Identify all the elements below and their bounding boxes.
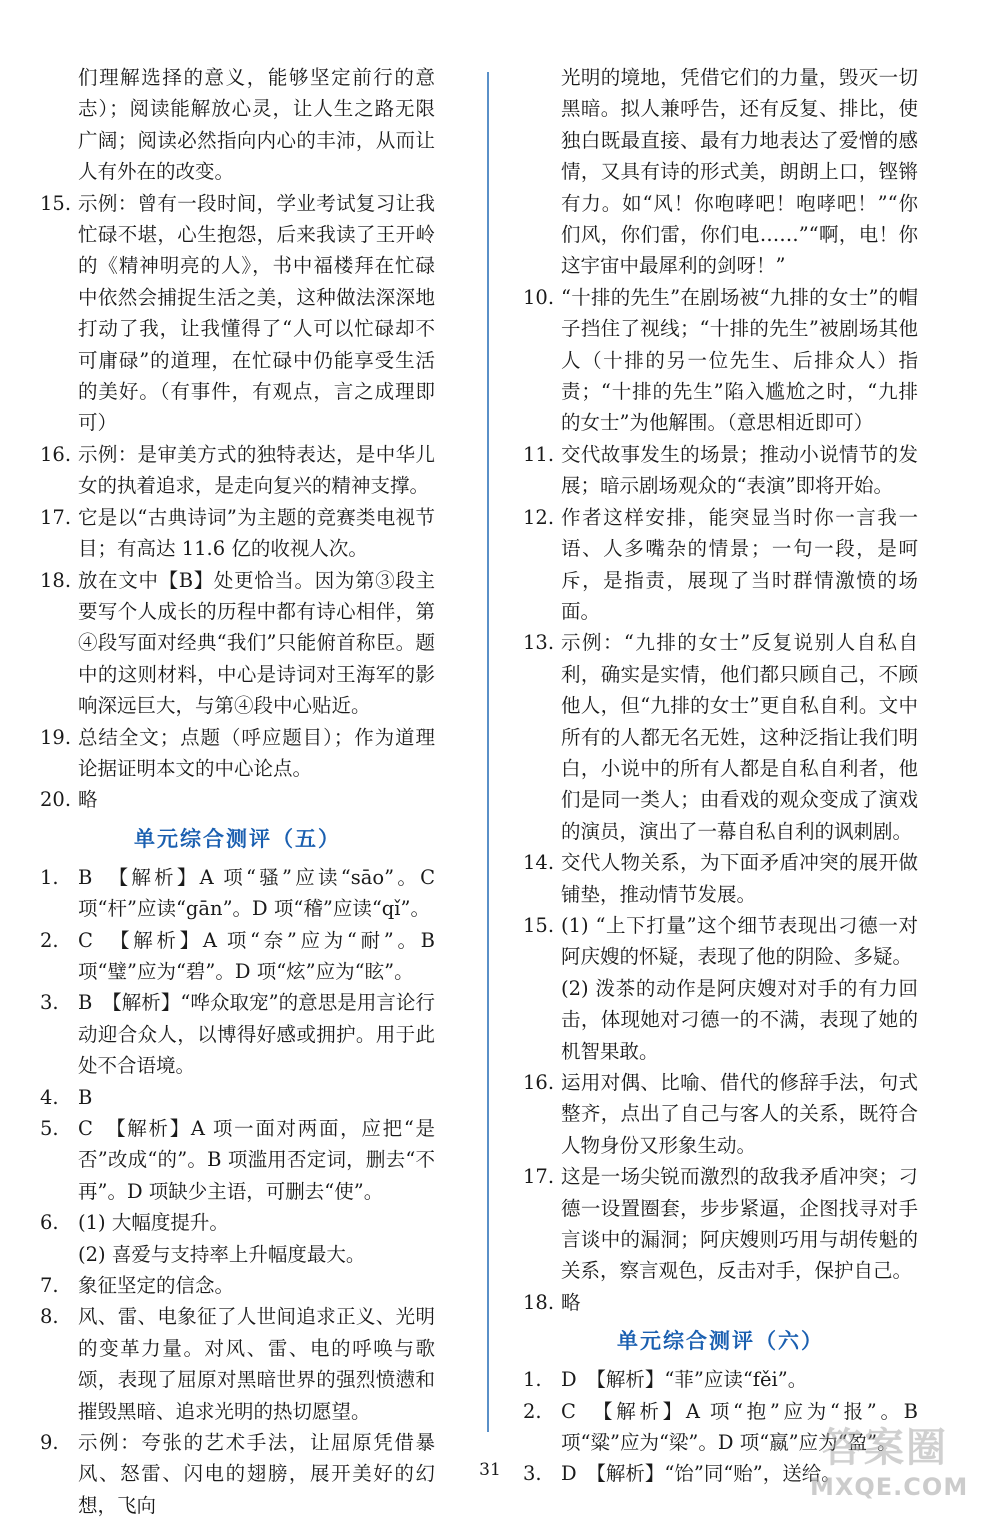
answer-text: 略 xyxy=(561,1290,581,1314)
answer-number: 1. xyxy=(40,865,59,889)
answer-number: 17. xyxy=(40,505,72,529)
answer-item xyxy=(40,925,435,988)
answer-number: 3. xyxy=(40,991,59,1015)
answer-number: 1. xyxy=(523,1368,542,1392)
answer-number: 14. xyxy=(523,851,555,875)
answer-text: (2) 喜爱与支持率上升幅度最大。 xyxy=(78,1242,366,1266)
answer-text: 示例：是审美方式的独特表达，是中华儿女的执着追求，是走向复兴的精神支撑。 xyxy=(78,442,435,498)
answer-text: (2) 泼茶的动作是阿庆嫂对对手的有力回击，体现她对刁德一的不满，表现了她的机智果敢。 xyxy=(561,976,918,1063)
answer-text: “十排的先生”在剧场被“九排的女士”的帽子挡住了视线；“十排的先生”被剧场其他人（十排的另一位先生、后排众人）指责；“十排的先生”陷入尴尬之时，“九排的女士”为他解围。（意思相近即可） xyxy=(561,285,918,435)
answer-text: 象征坚定的信念。 xyxy=(78,1274,235,1298)
answer-text: 交代人物关系，为下面矛盾冲突的展开做铺垫，推动情节发展。 xyxy=(561,851,918,906)
answer-item xyxy=(40,1082,435,1113)
answer-text: 们理解选择的意义，能够坚定前行的意志）；阅读能解放心灵，让人生之路无限广阔；阅读必然指向内心的丰沛，从而让人有外在的改变。 xyxy=(78,66,435,184)
answer-item xyxy=(40,439,435,502)
answer-number: 20. xyxy=(40,788,72,812)
answer-number: 11. xyxy=(523,442,555,466)
answer-number: 18. xyxy=(523,1290,555,1314)
answer-text: (1) “上下打量”这个细节表现出刁德一对阿庆嫂的怀疑，表现了他的阴险、多疑。 xyxy=(561,913,918,969)
answer-item xyxy=(40,502,435,565)
answer-item xyxy=(40,722,435,785)
answer-number: 19. xyxy=(40,725,72,749)
answer-text: 这是一场尖锐而激烈的敌我矛盾冲突；刁德一设置圈套，步步紧逼，企图找寻对手言谈中的漏洞；阿庆嫂则巧用与胡传魁的关系，察言观色，反击对手，保护自己。 xyxy=(561,1165,918,1283)
answer-item xyxy=(523,1067,918,1161)
watermark-top-text: 答案圈 xyxy=(822,1425,948,1471)
answer-number: 7. xyxy=(40,1274,59,1298)
answer-text: 示例：“九排的女士”反复说别人自私自利，确实是实情，他们都只顾自己，不顾他人，但“九排的女士”更自私自利。文中所有的人都无名无姓，这种泛指让我们明白，小说中的所有人都是自私自利者，他们是同一类人；由看戏的观众变成了演戏的演员，演出了一幕自私自利的讽刺剧。 xyxy=(561,631,918,843)
answer-item xyxy=(523,1364,918,1395)
answer-item xyxy=(523,627,918,847)
section-heading: 单元综合测评（五） xyxy=(134,826,341,851)
answer-number: 4. xyxy=(40,1085,59,1109)
answer-item xyxy=(523,910,918,1067)
answer-item xyxy=(40,1113,435,1207)
answer-text: D 【解析】“菲”应读“fěi”。 xyxy=(561,1368,808,1392)
answer-text: D 【解析】“饴”同“贻”，送给。 xyxy=(561,1462,841,1486)
answer-item xyxy=(523,1161,918,1287)
answer-item xyxy=(40,188,435,439)
answer-number: 5. xyxy=(40,1117,59,1140)
answer-item xyxy=(523,502,918,628)
answer-number: 12. xyxy=(523,505,555,529)
answer-text: 示例：曾有一段时间，学业考试复习让我忙碌不堪，心生抱怨，后来我读了王开岭的《精神明亮的人》，书中福楼拜在忙碌中依然会捕捉生活之美，这种做法深深地打动了我，让我懂得了“人可以忙碌却不可庸碌”的道理，在忙碌中仍能享受生活的美好。（有事件，有观点，言之成理即可） xyxy=(78,191,435,435)
answer-text: 放在文中【B】处更恰当。因为第③段主要写个人成长的历程中都有诗心相伴，第④段写面对经典“我们”只能俯首称臣。题中的这则材料，中心是诗词对王海军的影响深远巨大，与第④段中心贴近。 xyxy=(78,568,435,718)
answer-number: 13. xyxy=(523,631,555,655)
answer-item xyxy=(523,439,918,502)
answer-item xyxy=(523,847,918,910)
watermark-logo xyxy=(800,1424,990,1519)
answer-text: B 【解析】A 项“骚”应读“sāo”。C 项“杆”应读“gān”。D 项“稽”应读“qǐ”。 xyxy=(78,865,435,921)
answer-number: 3. xyxy=(523,1462,542,1486)
answer-item xyxy=(40,1270,435,1301)
answer-text: 示例：夸张的艺术手法，让屈原凭借暴风、怒雷、闪电的翅膀，展开美好的幻想，飞向 xyxy=(78,1431,435,1517)
watermark-bottom-text: MXQE.COM xyxy=(810,1473,969,1501)
answer-number: 9. xyxy=(40,1431,59,1455)
right-column xyxy=(523,62,918,1490)
answer-text: C 【解析】A 项“抱”应为“报”。B 项“粱”应为“梁”。D 项“嬴”应为“盈”。 xyxy=(561,1399,918,1455)
answer-number: 8. xyxy=(40,1305,59,1329)
answer-text: C 【解析】A 项“奈”应为“耐”。B 项“璧”应为“碧”。D 项“炫”应为“眩”。 xyxy=(78,928,435,983)
answer-number: 6. xyxy=(40,1211,59,1235)
answer-text: 总结全文；点题（呼应题目）；作为道理论据证明本文的中心论点。 xyxy=(78,725,435,780)
answer-item xyxy=(40,987,435,1081)
answer-text: 作者这样安排，能突显当时你一言我一语、人多嘴杂的情景；一句一段，是呵斥，是指责，展现了当时群情激愤的场面。 xyxy=(561,505,918,623)
page-number: 31 xyxy=(479,1460,501,1480)
answer-text: 运用对偶、比喻、借代的修辞手法，句式整齐，点出了自己与客人的关系，既符合人物身份又形象生动。 xyxy=(561,1071,918,1157)
answer-item xyxy=(40,1301,435,1427)
answer-number: 10. xyxy=(523,285,555,309)
answer-text: (1) 大幅度提升。 xyxy=(78,1211,229,1235)
answer-number: 15. xyxy=(40,191,72,215)
answer-text: 光明的境地，凭借它们的力量，毁灭一切黑暗。拟人兼呼告，还有反复、排比，使独白既最直接、最有力地表达了爱憎的感情，又具有诗的形式美，朗朗上口，铿锵有力。如“风！你咆哮吧！咆哮吧！”“你们风，你们雷，你们电……”“啊，电！你这宇宙中最犀利的剑呀！” xyxy=(561,66,918,278)
answer-item xyxy=(40,862,435,925)
answer-text: 它是以“古典诗词”为主题的竞赛类电视节目；有高达 11.6 亿的收视人次。 xyxy=(78,505,435,561)
answer-number: 17. xyxy=(523,1165,555,1189)
answer-item xyxy=(523,1287,918,1318)
answer-item xyxy=(40,784,435,815)
answer-continuation xyxy=(40,62,435,188)
section-heading: 单元综合测评（六） xyxy=(617,1329,824,1354)
answer-text: B xyxy=(78,1085,93,1109)
answer-item xyxy=(523,282,918,439)
answer-item xyxy=(40,565,435,722)
answer-text: 风、雷、电象征了人世间追求正义、光明的变革力量。对风、雷、电的呼唤与歌颂，表现了屈原对黑暗世界的强烈愤懑和摧毁黑暗、追求光明的热切愿望。 xyxy=(78,1305,435,1423)
answer-number: 15. xyxy=(523,913,555,937)
answer-continuation xyxy=(523,62,918,282)
answer-number: 2. xyxy=(40,928,59,952)
column-divider xyxy=(487,72,489,1432)
answer-number: 2. xyxy=(523,1399,542,1423)
answer-text: C 【解析】A 项一面对两面，应把“是否”改成“的”。B 项滥用否定词，删去“不再”。D 项缺少主语，可删去“使”。 xyxy=(78,1117,435,1203)
answer-number: 16. xyxy=(40,442,72,466)
answer-number: 18. xyxy=(40,568,72,592)
answer-number: 16. xyxy=(523,1071,555,1094)
left-column xyxy=(40,62,435,1521)
answer-text: 交代故事发生的场景；推动小说情节的发展；暗示剧场观众的“表演”即将开始。 xyxy=(561,442,918,498)
answer-item xyxy=(40,1207,435,1270)
answer-text: 略 xyxy=(78,788,98,812)
answer-text: B 【解析】“哗众取宠”的意思是用言论行动迎合众人，以博得好感或拥护。用于此处不合语境。 xyxy=(78,991,435,1078)
